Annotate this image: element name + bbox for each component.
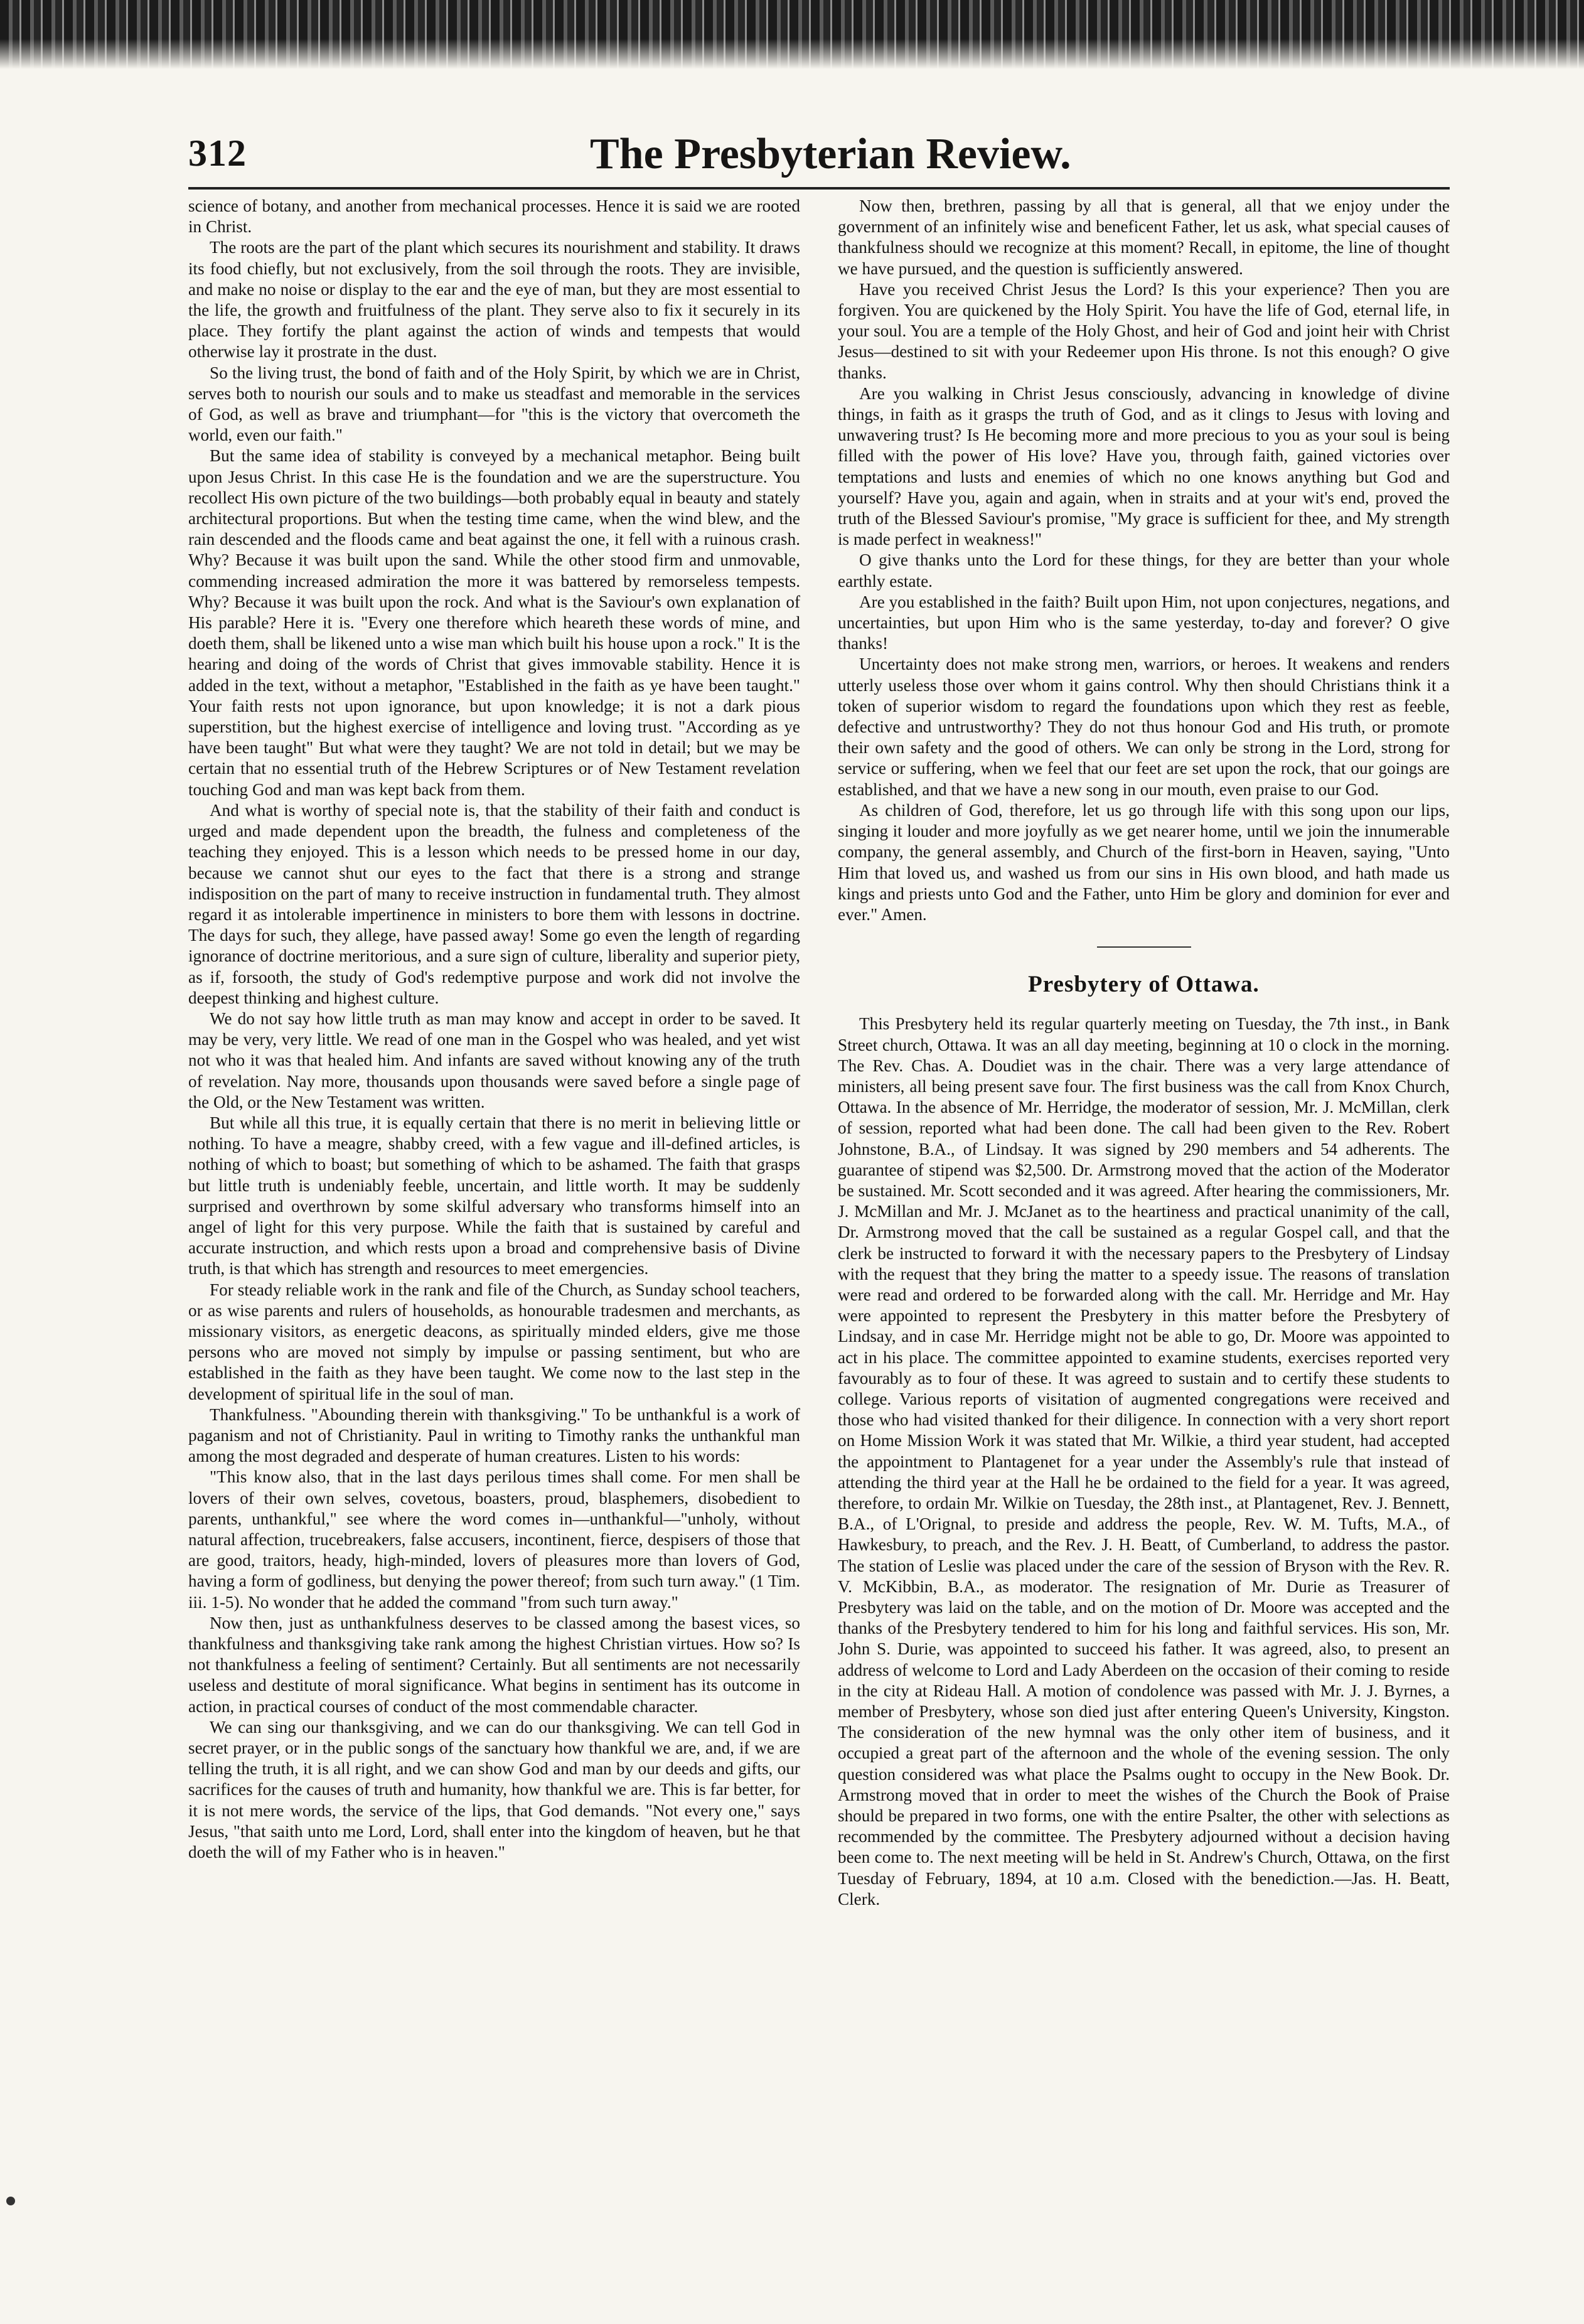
paragraph: As children of God, therefore, let us go through life with this song upon our lips, singing it louder and more joyfully as we get nearer home, until we join the innumerable company, the general assembly, and Church of the first-born in Heaven, saying, "Unto Him that loved us, and washed us from our sins in His own blood, and hath made us kings and priests unto God and the Father, unto Him be glory and dominion for ever and ever." Amen. [838, 800, 1450, 924]
paragraph: The roots are the part of the plant which secures its nourishment and stability. It draws its food chiefly, but not exclusively, from the soil through the roots. They are invisible, and make no noise or display to the ear and the eye of man, but they are most essential to the life, the growth and fruitfulness of the plant. They serve also to fix it securely in its place. They fortify the plant against the action of winds and tempests that would otherwise lay it prostrate in the dust. [188, 238, 800, 361]
right-column [838, 196, 1450, 2301]
paragraph: And what is worthy of special note is, that the stability of their faith and conduct is urged and made dependent upon the breadth, the fulness and completeness of the teaching they enjoyed. This is a lesson which needs to be pressed home in our day, because we cannot shut our eyes to the fact that there is a strong and strange indisposition on the part of many to receive instruction in fundamental truth. They almost regard it as intolerable impertinence in ministers to bore them with lessons in doctrine. The days for such, they allege, have passed away! Some go even the length of regarding ignorance of doctrine meritorious, and a sure sign of culture, liberality and superior piety, as if, forsooth, the study of God's redemptive purpose and work did not involve the deepest thinking and highest culture. [188, 800, 800, 1007]
left-column [188, 196, 800, 2301]
paragraph: For steady reliable work in the rank and file of the Church, as Sunday school teachers, or as wise parents and rulers of households, as honourable tradesmen and merchants, as missionary visitors, as energetic deacons, as spiritually minded elders, give me those persons who are moved not simply by impulse or passing sentiment, but who are established in the faith as they have been taught. We come now to the last step in the development of spiritual life in the soul of man. [188, 1280, 800, 1403]
paragraph: Now then, brethren, passing by all that is general, all that we enjoy under the government of an infinitely wise and beneficent Father, let us ask, what special causes of thankfulness should we recognize at this moment? Recall, in epitome, the line of thought we have pursued, and the question is sufficiently answered. [838, 196, 1450, 278]
section-divider [1097, 946, 1191, 948]
paragraph: Now then, just as unthankfulness deserves to be classed among the basest vices, so thankfulness and thanksgiving take rank among the highest Christian virtues. How so? Is not thankfulness a feeling of sentiment? Certainly. But all sentiments are not necessarily useless and destitute of moral significance. What begins in sentiment has its outcome in action, in practical courses of conduct of the most commendable character. [188, 1613, 800, 1716]
header-rule [188, 187, 1450, 190]
paragraph: But the same idea of stability is conveyed by a mechanical metaphor. Being built upon Jesus Christ. In this case He is the foundation and we are the superstructure. You recollect His own picture of the two buildings—both probably equal in beauty and stately architectural proportions. But when the testing time came, when the wind blew, and the rain descended and the floods came and beat against the one, it fell with a ruinous crash. Why? Because it was built upon the sand. While the other stood firm and unmovable, commending increased admiration the more it was battered by remorseless tempests. Why? Because it was built upon the rock. And what is the Saviour's own explanation of His parable? Here it is. "Every one therefore which heareth these words of mine, and doeth them, shall be likened unto a wise man which built his house upon a rock." It is the hearing and doing of the words of Christ that gives immovable stability. Hence it is added in the text, without a metaphor, "Established in the faith as ye have been taught." Your faith rests not upon ignorance, but upon knowledge; it is not a dark pious superstition, but the highest exercise of intelligence and loving trust. "According as ye have been taught" But what were they taught? We are not told in detail; but we may be certain that no essential truth of the Hebrew Scriptures or of New Testament revelation touching God and man was kept back from them. [188, 446, 800, 799]
paragraph: O give thanks unto the Lord for these things, for they are better than your whole earthly estate. [838, 550, 1450, 591]
paragraph: This Presbytery held its regular quarterly meeting on Tuesday, the 7th inst., in Bank Street church, Ottawa. It was an all day meeting, beginning at 10 o clock in the morning. The Rev. Chas. A. Doudiet was in the chair. There was a very large attendance of ministers, all being present save four. The first business was the call from Knox Church, Ottawa. In the absence of Mr. Herridge, the moderator of session, Mr. J. McMillan, clerk of session, reported what had been done. The call had been given to the Rev. Robert Johnstone, B.A., of Lindsay. It was signed by 290 members and 54 adherents. The guarantee of stipend was $2,500. Dr. Armstrong moved that the action of the Moderator be sustained. Mr. Scott seconded and it was agreed. After hearing the commissioners, Mr. J. McMillan and Mr. J. McJanet as to the heartiness and practical unanimity of the call, Dr. Armstrong moved that the call be sustained as a regular Gospel call, and that the clerk be instructed to forward it with the necessary papers to the Presbytery of Lindsay with the request that they bring the matter to a speedy issue. The reasons of translation were read and ordered to be forwarded along with the call. Mr. Herridge and Mr. Hay were appointed to represent the Presbytery in this matter before the Presbytery of Lindsay, and in case Mr. Herridge might not be able to go, Dr. Moore was appointed to act in his place. The committee appointed to examine students, exercises reported very favourably as to four of these. It was agreed to sustain and to certify these students to college. Various reports of visitation of augmented congregations were received and those who had visited thanked for their diligence. In connection with a very short report on Home Mission Work it was stated that Mr. Wilkie, a third year student, had accepted the appointment to Plantagenet for a year under the Assembly's rule that instead of attending the third year at the Hall he be ordained to the field for a year. It was agreed, therefore, to ordain Mr. Wilkie on Tuesday, the 28th inst., at Plantagenet, Rev. J. Bennett, B.A., of L'Orignal, to preside and address the people, Rev. W. M. Tufts, M.A., of Hawkesbury, to preach, and the Rev. J. H. Beatt, of Cumberland, to address the pastor. The station of Leslie was placed under the care of the session of Bryson with the Rev. R. V. McKibbin, B.A., as moderator. The resignation of Mr. Durie as Treasurer of Presbytery was laid on the table, and on the motion of Dr. Moore was accepted and the thanks of the Presbytery tendered to him for his long and faithful services. His son, Mr. John S. Durie, was appointed to succeed his father. It was agreed, also, to present an address of welcome to Lord and Lady Aberdeen on the occasion of their coming to reside in the city at Rideau Hall. A motion of condolence was passed with Mr. J. J. Byrnes, a member of Presbytery, whose son died just after entering Queen's University, Kingston. The consideration of the new hymnal was the only other item of business, and it occupied a great part of the afternoon and the whole of the evening session. The only question considered was what place the Psalms ought to occupy in the New Book. Dr. Armstrong moved that in order to meet the wishes of the Church the Book of Praise should be prepared in two forms, one with the entire Psalter, the other with selections as recommended by the committee. The Presbytery adjourned without a decision having been come to. The next meeting will be held in St. Andrew's Church, Ottawa, on the first Tuesday of February, 1894, at 10 a.m. Closed with the benediction.—Jas. H. Beatt, Clerk. [838, 1014, 1450, 1909]
paragraph: Are you walking in Christ Jesus consciously, advancing in knowledge of divine things, in faith as it grasps the truth of God, and as it clings to Jesus with loving and unwavering trust? Is He becoming more and more precious to you as your soul is being filled with the power of His love? Have you, through faith, gained victories over temptations and lusts and enemies of which no one knows anything but God and yourself? Have you, again and again, when in straits and at your wit's end, proved the truth of the Blessed Saviour's promise, "My grace is sufficient for thee, and My strength is made perfect in weakness!" [838, 383, 1450, 549]
margin-dot [6, 2197, 15, 2205]
paragraph: But while all this true, it is equally certain that there is no merit in believing little or nothing. To have a meagre, shabby creed, with a few vague and ill-defined articles, is nothing of which to boast; but something of which to be ashamed. The faith that grasps but little truth is undeniably feeble, uncertain, and little worth. It may be suddenly surprised and overthrown by some skilful adversary who transforms himself into an angel of light for this very purpose. While the faith that is sustained by careful and accurate instruction, and which rests upon a broad and comprehensive basis of Divine truth, is that which has strength and resources to meet emergencies. [188, 1113, 800, 1278]
paragraph: Thankfulness. "Abounding therein with thanksgiving." To be unthankful is a work of paganism and not of Christianity. Paul in writing to Timothy ranks the unthankful man among the most degraded and desperate of human creatures. Listen to his words: [188, 1405, 800, 1466]
paragraph: Uncertainty does not make strong men, warriors, or heroes. It weakens and renders utterly useless those over whom it gains control. Why then should Christians think it a token of superior wisdom to regard the foundations upon which they rest as feeble, defective and untrustworthy? They do not thus honour God and His truth, or promote their own safety and the good of others. We can only be strong in the Lord, strong for service or suffering, when we feel that our feet are set upon the rock, that our goings are established, and that we have a new song in our mouth, even praise to our God. [838, 655, 1450, 799]
paragraph: Are you established in the faith? Built upon Him, not upon conjectures, negations, and uncertainties, but upon Him who is the same yesterday, to-day and forever? O give thanks! [838, 592, 1450, 653]
journal-title: The Presbyterian Review. [590, 130, 1071, 178]
paragraph: Have you received Christ Jesus the Lord? Is this your experience? Then you are forgiven. You are quickened by the Holy Spirit. You have the life of God, eternal life, in your soul. You are a temple of the Holy Ghost, and heir of God and joint heir with Christ Jesus—destined to sit with your Redeemer upon His throne. Is not this enough? O give thanks. [838, 279, 1450, 382]
paragraph: We do not say how little truth as man may know and accept in order to be saved. It may be very, very little. We read of one man in the Gospel who was healed, and yet wist not who it was that healed him. And infants are saved without knowing any of the truth of revelation. Nay more, thousands upon thousands were saved before a single page of the Old, or the New Testament was written. [188, 1009, 800, 1111]
paragraph: We can sing our thanksgiving, and we can do our thanksgiving. We can tell God in secret prayer, or in the public songs of the sanctuary how thankful we are, and, if we are telling the truth, it is all right, and we can show God and man by our deeds and gifts, our sacrifices for the causes of truth and humanity, how thankful we are. This is far better, for it is not mere words, the service of the lips, that God demands. "Not every one," says Jesus, "that saith unto me Lord, Lord, shall enter into the kingdom of heaven, but he that doeth the will of my Father who is in heaven." [188, 1717, 800, 1862]
paragraph: science of botany, and another from mechanical processes. Hence it is said we are rooted in Christ. [188, 196, 800, 237]
page-header [188, 132, 1450, 188]
scan-edge-artifact [0, 0, 1584, 69]
paragraph: So the living trust, the bond of faith and of the Holy Spirit, by which we are in Christ, serves both to nourish our souls and to make us steadfast and memorable in the services of God, as well as brave and triumphant—for "this is the victory that overcometh the world, even our faith." [188, 363, 800, 445]
section-heading: Presbytery of Ottawa. [1028, 972, 1260, 998]
page-number: 312 [188, 132, 247, 174]
paragraph: "This know also, that in the last days perilous times shall come. For men shall be lovers of their own selves, covetous, boasters, proud, blasphemers, disobedient to parents, unthankful," see where the word comes in—unthankful—"unholy, without natural affection, trucebreakers, false accusers, incontinent, fierce, despisers of those that are good, traitors, heady, high-minded, lovers of pleasures more than lovers of God, having a form of godliness, but denying the power thereof; from such turn away." (1 Tim. iii. 1-5). No wonder that he added the command "from such turn away." [188, 1467, 800, 1612]
